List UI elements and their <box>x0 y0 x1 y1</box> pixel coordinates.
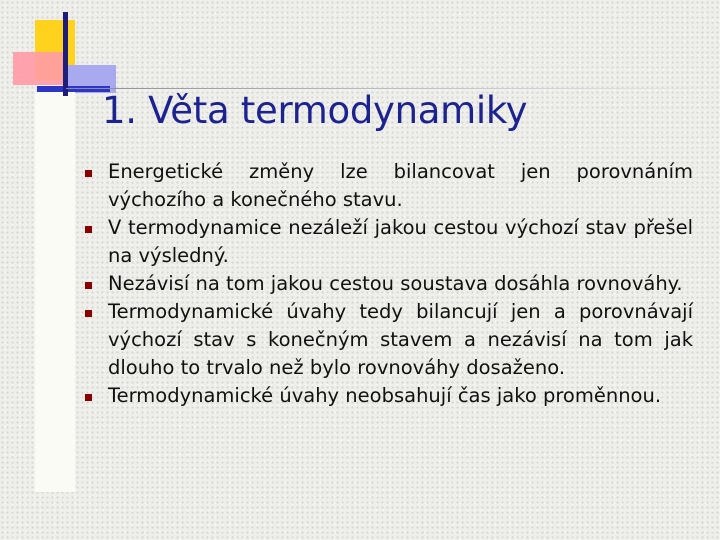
slide-title: 1. Věta termodynamiky <box>102 89 528 132</box>
decor-pink-block <box>13 52 63 85</box>
bullet-square-icon <box>85 170 92 177</box>
bullet-item <box>108 298 693 382</box>
bullet-list <box>108 158 693 410</box>
bullet-square-icon <box>85 310 92 317</box>
bullet-text: Termodynamické úvahy neobsahují čas jako proměnnou. <box>108 384 662 407</box>
bullet-text: Nezávisí na tom jakou cestou soustava dosáhla rovnováhy. <box>108 272 683 295</box>
bullet-square-icon <box>85 282 92 289</box>
bullet-square-icon <box>85 226 92 233</box>
bullet-item <box>108 382 693 410</box>
bullet-item <box>108 158 693 214</box>
bullet-text: V termodynamice nezáleží jakou cestou výchozí stav přešel na výsledný. <box>108 216 693 267</box>
bullet-text: Energetické změny lze bilancovat jen porovnáním výchozího a konečného stavu. <box>108 160 693 211</box>
bullet-item <box>108 270 693 298</box>
decor-blue-bar <box>37 86 110 92</box>
bullet-square-icon <box>85 394 92 401</box>
bullet-text: Termodynamické úvahy tedy bilancují jen a porovnávají výchozí stav s konečným stavem a nezávisí na tom jak dlouho to trvalo než bylo rovnováhy dosaženo. <box>108 300 693 379</box>
decor-sidebar-panel <box>35 92 75 492</box>
bullet-item <box>108 214 693 270</box>
decor-vertical-line <box>63 12 68 96</box>
